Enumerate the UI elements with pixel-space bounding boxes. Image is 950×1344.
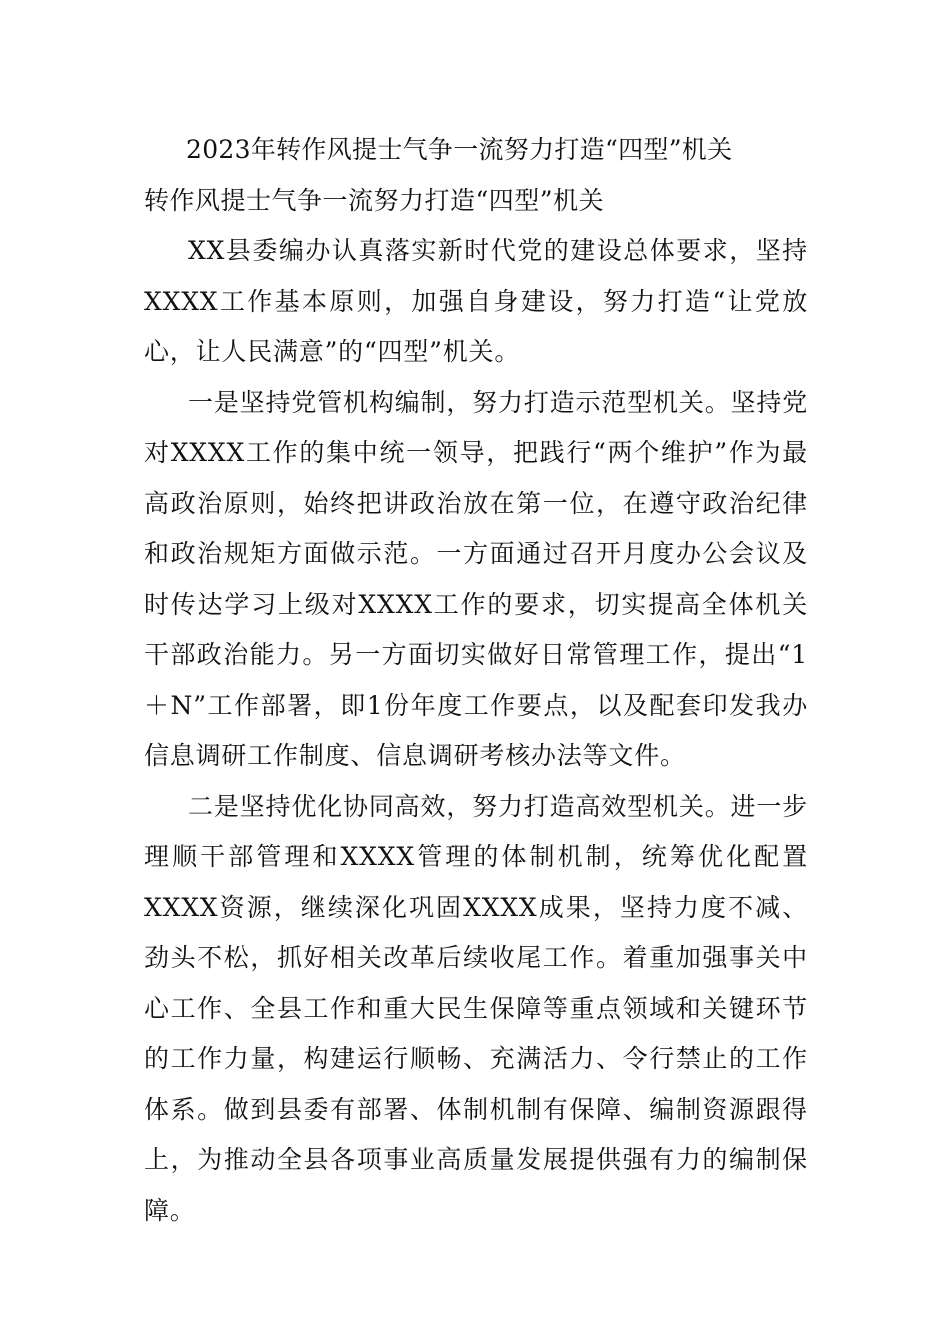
- document-subtitle: 转作风提士气争一流努力打造“四型”机关: [144, 185, 605, 215]
- paragraph-first-point: 一是坚持党管机构编制，努力打造示范型机关。坚持党对XXXX工作的集中统一领导，把践行“两个维护”作为最高政治原则，始终把讲政治放在第一位，在遵守政治纪律和政治规矩方面做示范。一方面通过召开月度办公会议及时传达学习上级对XXXX工作的要求，切实提高全体机关干部政治能力。另一方面切实做好日常管理工作，提出“1＋N”工作部署，即1份年度工作要点，以及配套印发我办信息调研工作制度、信息调研考核办法等文件。: [144, 387, 808, 770]
- paragraph-second-point: 二是坚持优化协同高效，努力打造高效型机关。进一步理顺干部管理和XXXX管理的体制机制，统筹优化配置XXXX资源，继续深化巩固XXXX成果，坚持力度不减、劲头不松，抓好相关改革后续收尾工作。着重加强事关中心工作、全县工作和重大民生保障等重点领域和关键环节的工作力量，构建运行顺畅、充满活力、令行禁止的工作体系。做到县委有部署、体制机制有保障、编制资源跟得上，为推动全县各项事业高质量发展提供强有力的编制保障。: [144, 791, 808, 1225]
- paragraph-intro: XX县委编办认真落实新时代党的建设总体要求，坚持XXXX工作基本原则，加强自身建设，努力打造“让党放心，让人民满意”的“四型”机关。: [144, 236, 808, 366]
- document-title: 2023年转作风提士气争一流努力打造“四型”机关: [186, 135, 733, 164]
- document-body: [144, 125, 808, 1236]
